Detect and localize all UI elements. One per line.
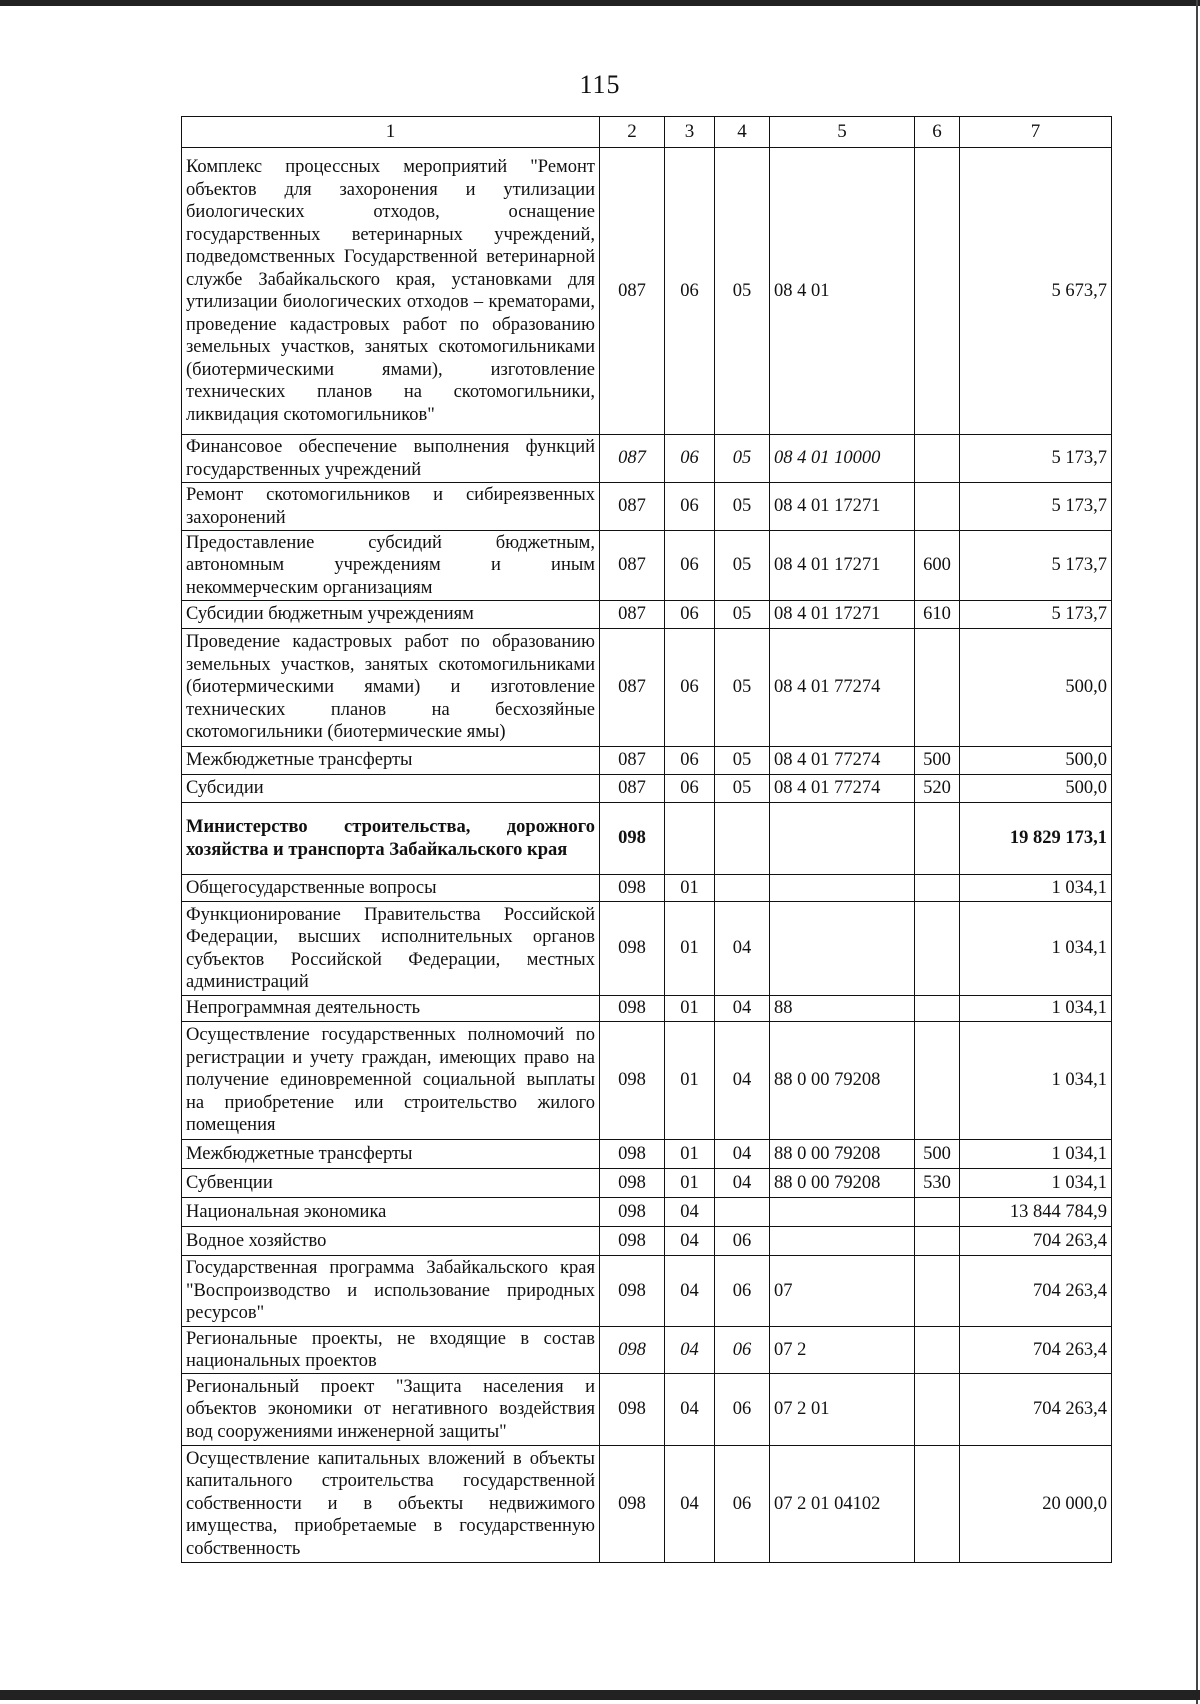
row-sum: 5 173,7 bbox=[960, 483, 1112, 531]
row-expense-type: 500 bbox=[915, 1140, 960, 1169]
row-section: 06 bbox=[665, 148, 715, 435]
row-sum: 500,0 bbox=[960, 775, 1112, 803]
row-target-article: 08 4 01 77274 bbox=[770, 747, 915, 775]
row-expense-type bbox=[915, 1374, 960, 1446]
row-name: Общегосударственные вопросы bbox=[182, 875, 600, 902]
row-sum: 1 034,1 bbox=[960, 996, 1112, 1022]
row-subsection: 04 bbox=[715, 1022, 770, 1140]
row-section: 06 bbox=[665, 747, 715, 775]
row-section: 04 bbox=[665, 1374, 715, 1446]
row-grbs: 098 bbox=[600, 1140, 665, 1169]
row-sum: 13 844 784,9 bbox=[960, 1198, 1112, 1227]
row-name: Национальная экономика bbox=[182, 1198, 600, 1227]
row-target-article: 08 4 01 77274 bbox=[770, 775, 915, 803]
row-name: Предоставление субсидий бюджетным, автономным учреждениям и иным некоммерческим организациям bbox=[182, 531, 600, 601]
row-target-article: 07 2 bbox=[770, 1327, 915, 1374]
row-target-article: 08 4 01 17271 bbox=[770, 483, 915, 531]
row-expense-type bbox=[915, 629, 960, 747]
budget-table bbox=[181, 116, 1112, 1563]
row-subsection: 06 bbox=[715, 1327, 770, 1374]
row-subsection bbox=[715, 875, 770, 902]
row-sum: 500,0 bbox=[960, 747, 1112, 775]
row-grbs: 087 bbox=[600, 747, 665, 775]
table-row bbox=[182, 775, 1112, 803]
table-row bbox=[182, 1198, 1112, 1227]
row-target-article: 08 4 01 17271 bbox=[770, 601, 915, 629]
table-row bbox=[182, 1227, 1112, 1256]
row-subsection: 05 bbox=[715, 629, 770, 747]
row-expense-type bbox=[915, 148, 960, 435]
header-cell: 2 bbox=[600, 117, 665, 148]
row-expense-type bbox=[915, 902, 960, 996]
row-subsection: 04 bbox=[715, 1140, 770, 1169]
row-target-article bbox=[770, 902, 915, 996]
table-row bbox=[182, 747, 1112, 775]
header-cell: 3 bbox=[665, 117, 715, 148]
scan-border-bottom bbox=[0, 1690, 1200, 1700]
row-grbs: 098 bbox=[600, 875, 665, 902]
row-subsection: 05 bbox=[715, 148, 770, 435]
table-row bbox=[182, 1022, 1112, 1140]
row-expense-type bbox=[915, 1446, 960, 1563]
row-target-article bbox=[770, 875, 915, 902]
table-row bbox=[182, 629, 1112, 747]
row-target-article: 88 bbox=[770, 996, 915, 1022]
table-row bbox=[182, 1446, 1112, 1563]
row-target-article: 88 0 00 79208 bbox=[770, 1169, 915, 1198]
row-section: 04 bbox=[665, 1227, 715, 1256]
row-grbs: 098 bbox=[600, 1327, 665, 1374]
row-section: 06 bbox=[665, 435, 715, 483]
row-name: Субсидии bbox=[182, 775, 600, 803]
row-name: Финансовое обеспечение выполнения функций государственных учреждений bbox=[182, 435, 600, 483]
row-subsection: 06 bbox=[715, 1446, 770, 1563]
row-section bbox=[665, 803, 715, 875]
row-grbs: 087 bbox=[600, 483, 665, 531]
row-grbs: 087 bbox=[600, 629, 665, 747]
row-expense-type: 610 bbox=[915, 601, 960, 629]
row-section: 04 bbox=[665, 1327, 715, 1374]
row-target-article bbox=[770, 1227, 915, 1256]
row-name: Региональные проекты, не входящие в состав национальных проектов bbox=[182, 1327, 600, 1374]
row-subsection: 04 bbox=[715, 1169, 770, 1198]
header-cell: 5 bbox=[770, 117, 915, 148]
header-cell: 1 bbox=[182, 117, 600, 148]
row-subsection bbox=[715, 803, 770, 875]
row-target-article: 08 4 01 bbox=[770, 148, 915, 435]
row-name: Осуществление государственных полномочий по регистрации и учету граждан, имеющих право на получение единовременной социальной выплаты на приобретение или строительство жилого помещения bbox=[182, 1022, 600, 1140]
row-target-article: 08 4 01 10000 bbox=[770, 435, 915, 483]
row-subsection: 04 bbox=[715, 902, 770, 996]
row-expense-type bbox=[915, 1256, 960, 1327]
table-row bbox=[182, 1327, 1112, 1374]
row-section: 01 bbox=[665, 1022, 715, 1140]
header-row bbox=[182, 117, 1112, 148]
row-sum: 5 673,7 bbox=[960, 148, 1112, 435]
row-name: Государственная программа Забайкальского края "Воспроизводство и использование природных ресурсов" bbox=[182, 1256, 600, 1327]
row-sum: 1 034,1 bbox=[960, 1169, 1112, 1198]
row-name: Министерство строительства, дорожного хозяйства и транспорта Забайкальского края bbox=[182, 803, 600, 875]
row-section: 01 bbox=[665, 996, 715, 1022]
row-expense-type bbox=[915, 875, 960, 902]
row-section: 01 bbox=[665, 1169, 715, 1198]
row-expense-type: 600 bbox=[915, 531, 960, 601]
row-section: 06 bbox=[665, 601, 715, 629]
row-expense-type: 520 bbox=[915, 775, 960, 803]
row-name: Межбюджетные трансферты bbox=[182, 1140, 600, 1169]
row-name: Проведение кадастровых работ по образованию земельных участков, занятых скотомогильниками (биотермическими ямами) и изготовление технических планов на бесхозяйные скотомогильники (биотермические ямы) bbox=[182, 629, 600, 747]
row-name: Субсидии бюджетным учреждениям bbox=[182, 601, 600, 629]
row-sum: 704 263,4 bbox=[960, 1256, 1112, 1327]
row-subsection: 06 bbox=[715, 1256, 770, 1327]
table-row bbox=[182, 875, 1112, 902]
table-row bbox=[182, 148, 1112, 435]
row-sum: 1 034,1 bbox=[960, 1022, 1112, 1140]
row-target-article: 07 2 01 04102 bbox=[770, 1446, 915, 1563]
row-grbs: 087 bbox=[600, 148, 665, 435]
row-name: Межбюджетные трансферты bbox=[182, 747, 600, 775]
row-section: 06 bbox=[665, 629, 715, 747]
row-subsection: 05 bbox=[715, 531, 770, 601]
row-sum: 500,0 bbox=[960, 629, 1112, 747]
table-row bbox=[182, 803, 1112, 875]
row-name: Ремонт скотомогильников и сибиреязвенных захоронений bbox=[182, 483, 600, 531]
row-expense-type bbox=[915, 1327, 960, 1374]
row-sum: 19 829 173,1 bbox=[960, 803, 1112, 875]
header-cell: 6 bbox=[915, 117, 960, 148]
row-target-article: 88 0 00 79208 bbox=[770, 1140, 915, 1169]
scan-border-right bbox=[1196, 0, 1198, 1704]
row-expense-type bbox=[915, 1022, 960, 1140]
row-name: Непрограммная деятельность bbox=[182, 996, 600, 1022]
row-grbs: 098 bbox=[600, 1169, 665, 1198]
row-grbs: 098 bbox=[600, 803, 665, 875]
row-expense-type: 530 bbox=[915, 1169, 960, 1198]
row-name: Водное хозяйство bbox=[182, 1227, 600, 1256]
row-section: 01 bbox=[665, 1140, 715, 1169]
row-target-article: 08 4 01 77274 bbox=[770, 629, 915, 747]
row-grbs: 098 bbox=[600, 1022, 665, 1140]
row-target-article: 07 2 01 bbox=[770, 1374, 915, 1446]
row-sum: 1 034,1 bbox=[960, 875, 1112, 902]
row-subsection: 05 bbox=[715, 747, 770, 775]
row-sum: 5 173,7 bbox=[960, 601, 1112, 629]
row-name: Региональный проект "Защита населения и объектов экономики от негативного воздействия вод сооружениями инженерной защиты" bbox=[182, 1374, 600, 1446]
table-row bbox=[182, 435, 1112, 483]
row-grbs: 098 bbox=[600, 1256, 665, 1327]
row-grbs: 098 bbox=[600, 996, 665, 1022]
row-target-article: 07 bbox=[770, 1256, 915, 1327]
row-sum: 5 173,7 bbox=[960, 531, 1112, 601]
row-grbs: 098 bbox=[600, 1227, 665, 1256]
row-section: 04 bbox=[665, 1446, 715, 1563]
row-subsection: 04 bbox=[715, 996, 770, 1022]
row-target-article bbox=[770, 803, 915, 875]
row-subsection: 05 bbox=[715, 435, 770, 483]
page-number: 115 bbox=[579, 70, 621, 99]
table-row bbox=[182, 1374, 1112, 1446]
row-sum: 704 263,4 bbox=[960, 1227, 1112, 1256]
row-sum: 5 173,7 bbox=[960, 435, 1112, 483]
row-expense-type bbox=[915, 1227, 960, 1256]
table-row bbox=[182, 1256, 1112, 1327]
table-row bbox=[182, 902, 1112, 996]
row-section: 06 bbox=[665, 531, 715, 601]
row-subsection: 05 bbox=[715, 775, 770, 803]
row-sum: 1 034,1 bbox=[960, 1140, 1112, 1169]
row-target-article: 08 4 01 17271 bbox=[770, 531, 915, 601]
row-grbs: 087 bbox=[600, 531, 665, 601]
row-grbs: 098 bbox=[600, 1446, 665, 1563]
table-row bbox=[182, 1140, 1112, 1169]
row-grbs: 087 bbox=[600, 435, 665, 483]
row-grbs: 098 bbox=[600, 1198, 665, 1227]
row-expense-type bbox=[915, 803, 960, 875]
scan-border-top bbox=[0, 0, 1200, 6]
row-expense-type bbox=[915, 996, 960, 1022]
row-grbs: 098 bbox=[600, 902, 665, 996]
row-sum: 1 034,1 bbox=[960, 902, 1112, 996]
row-expense-type bbox=[915, 483, 960, 531]
table-row bbox=[182, 531, 1112, 601]
header-cell: 4 bbox=[715, 117, 770, 148]
row-grbs: 098 bbox=[600, 1374, 665, 1446]
row-sum: 20 000,0 bbox=[960, 1446, 1112, 1563]
table-row bbox=[182, 483, 1112, 531]
table-row bbox=[182, 1169, 1112, 1198]
row-section: 06 bbox=[665, 483, 715, 531]
row-expense-type bbox=[915, 435, 960, 483]
row-target-article bbox=[770, 1198, 915, 1227]
row-name: Функционирование Правительства Российской Федерации, высших исполнительных органов субъектов Российской Федерации, местных администраций bbox=[182, 902, 600, 996]
row-subsection: 05 bbox=[715, 601, 770, 629]
row-sum: 704 263,4 bbox=[960, 1327, 1112, 1374]
row-grbs: 087 bbox=[600, 601, 665, 629]
row-subsection: 06 bbox=[715, 1227, 770, 1256]
table-row bbox=[182, 601, 1112, 629]
row-target-article: 88 0 00 79208 bbox=[770, 1022, 915, 1140]
row-sum: 704 263,4 bbox=[960, 1374, 1112, 1446]
row-subsection: 05 bbox=[715, 483, 770, 531]
row-subsection: 06 bbox=[715, 1374, 770, 1446]
header-cell: 7 bbox=[960, 117, 1112, 148]
row-grbs: 087 bbox=[600, 775, 665, 803]
row-expense-type: 500 bbox=[915, 747, 960, 775]
row-section: 01 bbox=[665, 902, 715, 996]
row-section: 06 bbox=[665, 775, 715, 803]
row-name: Комплекс процессных мероприятий "Ремонт объектов для захоронения и утилизации биологических отходов, оснащение государственных ветеринарных учреждений, подведомственных Государственной ветеринарной службе Забайкальского края, установками для утилизации биологических отходов – крематорами, проведение кадастровых работ по образованию земельных участков, занятых скотомогильниками (биотермическими ямами), изготовление технических планов на скотомогильники, ликвидация скотомогильников" bbox=[182, 148, 600, 435]
row-expense-type bbox=[915, 1198, 960, 1227]
table-row bbox=[182, 996, 1112, 1022]
row-section: 01 bbox=[665, 875, 715, 902]
row-subsection bbox=[715, 1198, 770, 1227]
row-name: Субвенции bbox=[182, 1169, 600, 1198]
row-name: Осуществление капитальных вложений в объекты капитального строительства государственной собственности и в объекты недвижимого имущества, приобретаемые в государственную собственность bbox=[182, 1446, 600, 1563]
row-section: 04 bbox=[665, 1256, 715, 1327]
row-section: 04 bbox=[665, 1198, 715, 1227]
